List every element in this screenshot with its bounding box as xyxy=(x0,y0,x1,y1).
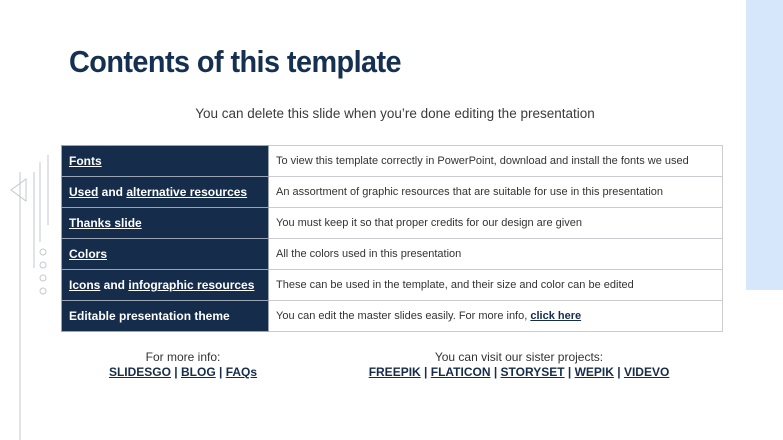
circle-node-icon xyxy=(40,288,46,294)
row-description-cell xyxy=(269,301,723,332)
link-separator: | xyxy=(170,365,181,379)
click-here-link[interactable]: click here xyxy=(530,310,582,322)
footer-sister-projects-links xyxy=(339,365,699,380)
triangle-marker-icon xyxy=(11,179,26,201)
row-description-cell xyxy=(269,177,723,208)
row-description-cell xyxy=(269,208,723,239)
row-label-cell xyxy=(62,146,269,177)
row-description: An assortment of graphic resources that are suitable for use in this presentation xyxy=(276,186,664,198)
row-description-cell xyxy=(269,146,723,177)
row-label-cell xyxy=(62,208,269,239)
row-label-text: and xyxy=(98,185,127,199)
thanks-slide-link[interactable]: Thanks slide xyxy=(69,216,142,230)
footer-more-info-links xyxy=(83,365,283,380)
row-description: You must keep it so that proper credits for our design are given xyxy=(276,217,582,229)
row-description: All the colors used in this presentation xyxy=(276,248,462,260)
contents-row xyxy=(62,177,723,208)
link-separator: | xyxy=(564,365,575,379)
slidesgo-link[interactable]: SLIDESGO xyxy=(108,365,171,379)
freepik-link[interactable]: FREEPIK xyxy=(368,365,421,379)
circle-node-icon xyxy=(40,275,46,281)
link-separator: | xyxy=(613,365,624,379)
alternative-resources-link[interactable]: alternative resources xyxy=(126,185,248,199)
row-label-cell xyxy=(62,270,269,301)
footer-sister-projects xyxy=(339,350,699,380)
footer-more-info-heading: For more info: xyxy=(145,350,221,364)
row-description: You can edit the master slides easily. For more info, xyxy=(276,310,531,322)
footer-sister-projects-heading: You can visit our sister projects: xyxy=(434,350,604,364)
row-label-text: Editable presentation theme xyxy=(69,309,230,323)
row-description-cell xyxy=(269,239,723,270)
colors-link[interactable]: Colors xyxy=(69,247,108,261)
row-description: These can be used in the template, and their size and color can be edited xyxy=(276,279,634,291)
storyset-link[interactable]: STORYSET xyxy=(500,365,565,379)
flaticon-link[interactable]: FLATICON xyxy=(430,365,491,379)
row-label-cell xyxy=(62,301,269,332)
contents-row xyxy=(62,301,723,332)
blog-link[interactable]: BLOG xyxy=(181,365,216,379)
page-subtitle: You can delete this slide when you’re done editing the presentation xyxy=(195,106,595,121)
contents-row xyxy=(62,146,723,177)
icons-link[interactable]: Icons xyxy=(69,278,101,292)
contents-row xyxy=(62,270,723,301)
link-separator: | xyxy=(215,365,226,379)
circuit-decoration xyxy=(0,0,60,440)
circle-node-icon xyxy=(40,262,46,268)
row-label-text: and xyxy=(100,278,129,292)
contents-row xyxy=(62,208,723,239)
footer-more-info xyxy=(83,350,283,380)
videvo-link[interactable]: VIDEVO xyxy=(623,365,670,379)
page-title: Contents of this template xyxy=(69,44,402,79)
row-description-cell xyxy=(269,270,723,301)
link-separator: | xyxy=(420,365,431,379)
fonts-link[interactable]: Fonts xyxy=(69,154,102,168)
contents-row xyxy=(62,239,723,270)
wepik-link[interactable]: WEPIK xyxy=(574,365,614,379)
circle-node-icon xyxy=(40,249,46,255)
row-label-cell xyxy=(62,239,269,270)
link-separator: | xyxy=(490,365,501,379)
contents-table xyxy=(61,145,723,332)
side-accent-panel xyxy=(746,0,783,290)
faqs-link[interactable]: FAQs xyxy=(225,365,258,379)
row-label-cell xyxy=(62,177,269,208)
row-description: To view this template correctly in PowerPoint, download and install the fonts we used xyxy=(276,155,689,167)
used-link[interactable]: Used xyxy=(69,185,99,199)
infographic-resources-link[interactable]: infographic resources xyxy=(128,278,255,292)
